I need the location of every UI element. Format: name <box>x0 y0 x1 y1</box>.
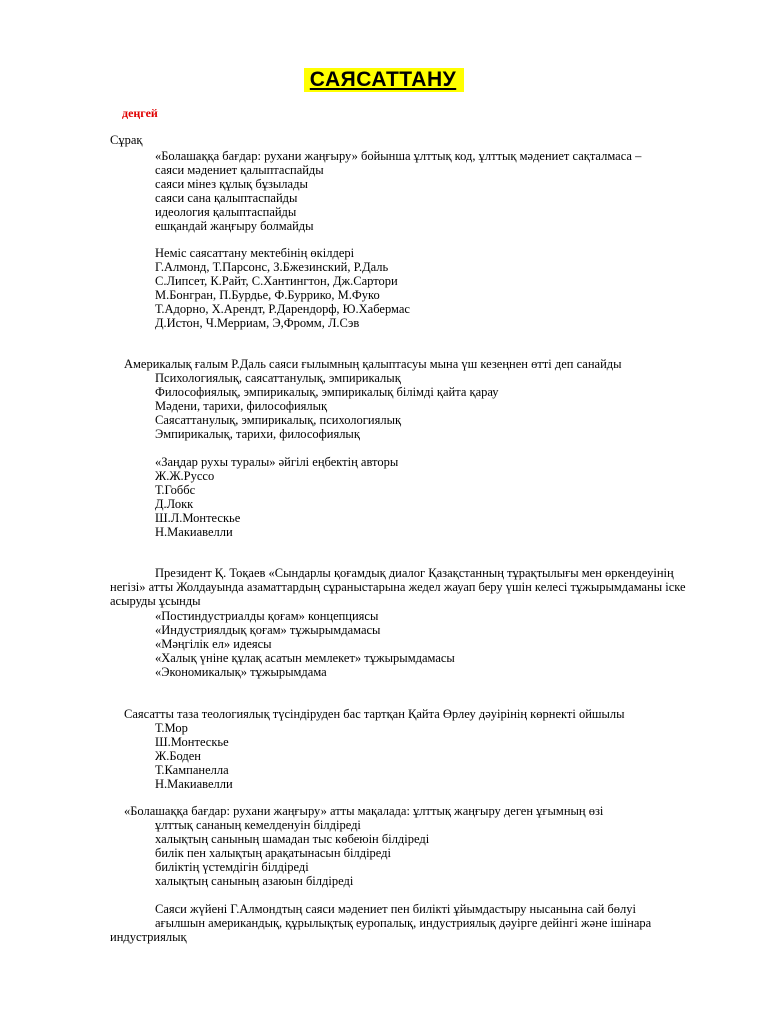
q5-question-line: негізі» атты Жолдауында азаматтардың сұраныстарына жедел жауап беру үшін келесі тұжырымдаманы іске <box>110 580 686 594</box>
q4-option: Ш.Л.Монтескье <box>155 511 241 525</box>
q4-option: Д.Локк <box>155 497 194 511</box>
q5-option: «Постиндустриалды қоғам» концепциясы <box>155 609 379 623</box>
q8-answer-line: ағылшын американдық, құрылықтық еуропалық, индустриялық дәуірге дейінгі және ішінара <box>155 916 652 930</box>
q5-question-line: асыруды ұсынды <box>110 594 201 608</box>
q3-option: Философиялық, эмпирикалық, эмпирикалық білімді қайта қарау <box>155 385 499 399</box>
q5-option: «Индустриялдық қоғам» тұжырымдамасы <box>155 623 381 637</box>
q2-option: С.Липсет, К.Райт, С.Хантингтон, Дж.Сартори <box>155 274 398 288</box>
q2-option: Т.Адорно, Х.Арендт, Р.Дарендорф, Ю.Хабермас <box>155 302 410 316</box>
q6-option: Ж.Боден <box>155 749 201 763</box>
q3-question: Америкалық ғалым Р.Даль саяси ғылымның қалыптасуы мына үш кезеңнен өтті деп санайды <box>124 357 622 371</box>
q6-option: Т.Кампанелла <box>155 763 229 777</box>
level-label: деңгей <box>122 106 158 120</box>
q5-option: «Экономикалық» тұжырымдама <box>155 665 327 679</box>
q6-option: Т.Мор <box>155 721 188 735</box>
q1-option: ешқандай жаңғыру болмайды <box>155 219 314 233</box>
q5-option: «Мәңгілік ел» идеясы <box>155 637 272 651</box>
q3-option: Эмпирикалық, тарихи, философиялық <box>155 427 360 441</box>
q1-option: саяси мәдениет қалыптаспайды <box>155 163 324 177</box>
q1-option: саяси сана қалыптаспайды <box>155 191 298 205</box>
q7-option: биліктің үстемдігін білдіреді <box>155 860 309 874</box>
q4-option: Н.Макиавелли <box>155 525 233 539</box>
q2-option: Д.Истон, Ч.Мерриам, Э,Фромм, Л.Сэв <box>155 316 360 330</box>
q1-question: «Болашаққа бағдар: рухани жаңғыру» бойынша ұлттық код, ұлттық мәдениет сақталмаса – <box>155 149 642 163</box>
q4-option: Т.Гоббс <box>155 483 196 497</box>
q6-question: Саясатты таза теологиялық түсіндіруден бас тартқан Қайта Өрлеу дәуірінің көрнекті ойшылы <box>124 707 625 721</box>
q7-option: билік пен халықтың арақатынасын білдіреді <box>155 846 392 860</box>
q3-option: Мәдени, тарихи, философиялық <box>155 399 328 413</box>
q7-question: «Болашаққа бағдар: рухани жаңғыру» атты мақалада: ұлттық жаңғыру деген ұғымның өзі <box>124 804 604 818</box>
q5-question-line: Президент Қ. Тоқаев «Сындарлы қоғамдық диалог Қазақстанның тұрақтылығы мен өркендеуінің <box>155 566 674 580</box>
q2-option: М.Бонгран, П.Бурдье, Ф.Буррико, М.Фуко <box>155 288 380 302</box>
q7-option: халықтың санының азаюын білдіреді <box>155 874 354 888</box>
q7-option: ұлттық сананың кемелденуін білдіреді <box>155 818 361 832</box>
document-title: САЯСАТТАНУ <box>304 68 464 92</box>
q2-question: Неміс саясаттану мектебінің өкілдері <box>155 246 355 260</box>
q4-question: «Заңдар рухы туралы» әйгілі еңбектің авторы <box>155 455 399 469</box>
question-label: Сұрақ <box>110 133 143 147</box>
q1-option: идеология қалыптаспайды <box>155 205 297 219</box>
q3-option: Психологиялық, саясаттанулық, эмпирикалық <box>155 371 401 385</box>
q2-option: Г.Алмонд, Т.Парсонс, З.Бжезинский, Р.Даль <box>155 260 389 274</box>
q8-answer-line: индустриялық <box>110 930 187 944</box>
q6-option: Ш.Монтескье <box>155 735 229 749</box>
q8-question: Саяси жүйені Г.Алмондтың саяси мәдениет пен билікті ұйымдастыру нысанына сай бөлуі <box>155 902 636 916</box>
q1-option: саяси мінез құлық бұзылады <box>155 177 308 191</box>
q3-option: Саясаттанулық, эмпирикалық, психологиялық <box>155 413 402 427</box>
q5-option: «Халық үніне құлақ асатын мемлекет» тұжырымдамасы <box>155 651 455 665</box>
title-wrapper <box>0 68 768 92</box>
q6-option: Н.Макиавелли <box>155 777 233 791</box>
q7-option: халықтың санының шамадан тыс көбеюін білдіреді <box>155 832 430 846</box>
q4-option: Ж.Ж.Руссо <box>155 469 215 483</box>
